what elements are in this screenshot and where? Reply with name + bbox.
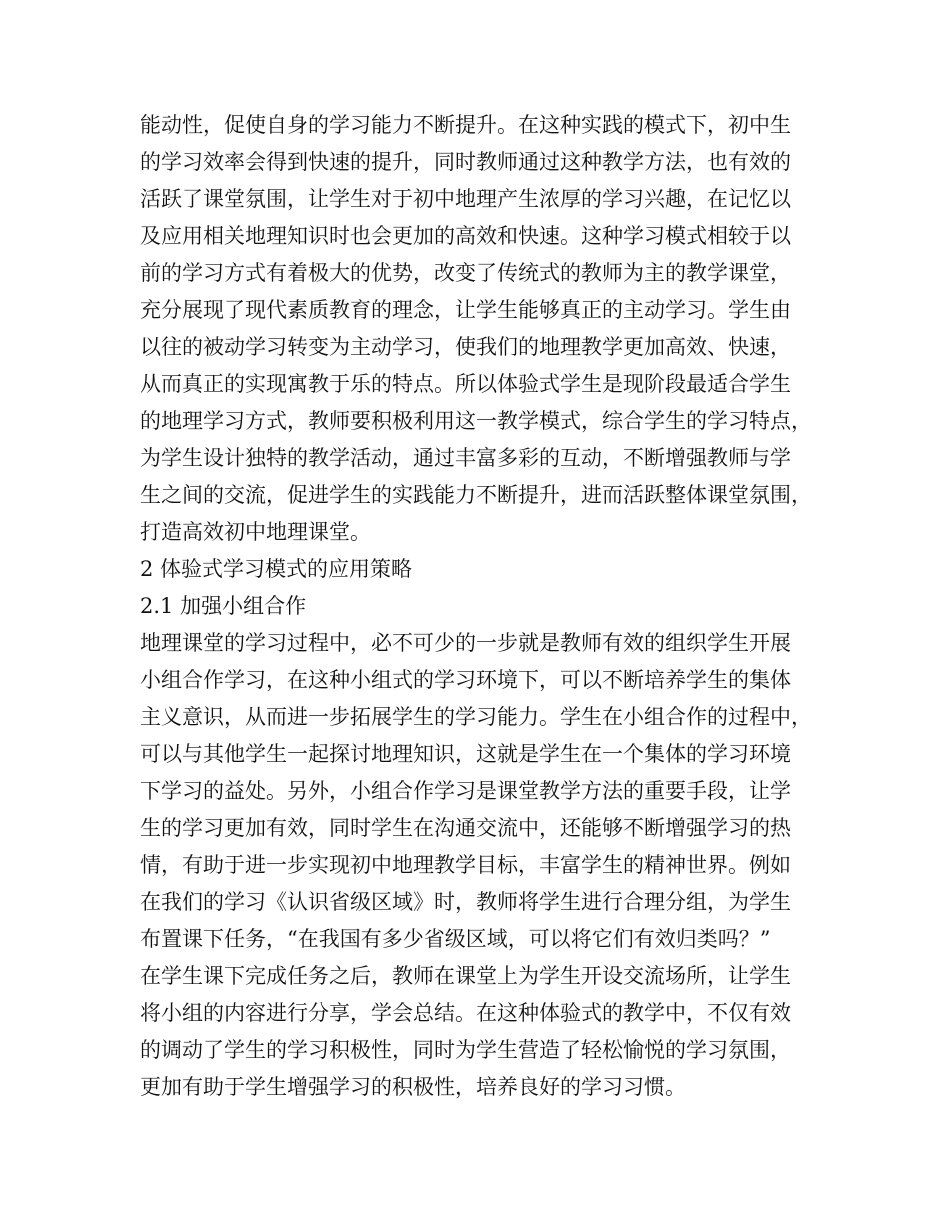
document-body — [140, 107, 830, 1106]
text-line: 主义意识，从而进一步拓展学生的学习能力。学生在小组合作的过程中， — [140, 705, 812, 729]
text-line: 为学生设计独特的教学活动，通过丰富多彩的互动，不断增强教师与学 — [140, 446, 791, 470]
text-line: 生之间的交流，促进学生的实践能力不断提升，进而活跃整体课堂氛围， — [140, 483, 812, 507]
section-heading: 2 体验式学习模式的应用策略 — [140, 557, 413, 581]
text-line: 将小组的内容进行分享，学会总结。在这种体验式的教学中，不仅有效 — [140, 1001, 791, 1025]
text-line: 的学习效率会得到快速的提升，同时教师通过这种教学方法，也有效的 — [140, 150, 791, 174]
text-line: 生的学习更加有效，同时学生在沟通交流中，还能够不断增强学习的热 — [140, 816, 791, 840]
text-line: 前的学习方式有着极大的优势，改变了传统式的教师为主的教学课堂， — [140, 261, 791, 285]
text-line: 在我们的学习《认识省级区域》时，教师将学生进行合理分组，为学生 — [140, 890, 791, 914]
text-line: 从而真正的实现寓教于乐的特点。所以体验式学生是现阶段最适合学生 — [140, 372, 791, 396]
text-line: 布置课下任务，“在我国有多少省级区域，可以将它们有效归类吗？” — [140, 927, 771, 951]
text-line: 地理课堂的学习过程中，必不可少的一步就是教师有效的组织学生开展 — [140, 631, 791, 655]
subsection-heading: 2.1 加强小组合作 — [140, 594, 307, 618]
paragraph-continuation — [140, 107, 830, 551]
text-line: 及应用相关地理知识时也会更加的高效和快速。这种学习模式相较于以 — [140, 224, 791, 248]
text-line: 的地理学习方式，教师要积极利用这一教学模式，综合学生的学习特点， — [140, 409, 812, 433]
text-line: 充分展现了现代素质教育的理念，让学生能够真正的主动学习。学生由 — [140, 298, 791, 322]
text-line: 情，有助于进一步实现初中地理教学目标，丰富学生的精神世界。例如 — [140, 853, 791, 877]
text-line: 的调动了学生的学习积极性，同时为学生营造了轻松愉悦的学习氛围， — [140, 1038, 791, 1062]
text-line: 打造高效初中地理课堂。 — [140, 520, 371, 544]
text-line: 小组合作学习，在这种小组式的学习环境下，可以不断培养学生的集体 — [140, 668, 791, 692]
text-line: 活跃了课堂氛围，让学生对于初中地理产生浓厚的学习兴趣，在记忆以 — [140, 187, 791, 211]
text-line: 更加有助于学生增强学习的积极性，培养良好的学习习惯。 — [140, 1075, 686, 1099]
text-line: 下学习的益处。另外，小组合作学习是课堂教学方法的重要手段，让学 — [140, 779, 791, 803]
text-line: 可以与其他学生一起探讨地理知识，这就是学生在一个集体的学习环境 — [140, 742, 791, 766]
paragraph-group-cooperation — [140, 625, 830, 1106]
text-line: 以往的被动学习转变为主动学习，使我们的地理教学更加高效、快速， — [140, 335, 791, 359]
text-line: 在学生课下完成任务之后，教师在课堂上为学生开设交流场所，让学生 — [140, 964, 791, 988]
text-line: 能动性，促使自身的学习能力不断提升。在这种实践的模式下，初中生 — [140, 113, 791, 137]
